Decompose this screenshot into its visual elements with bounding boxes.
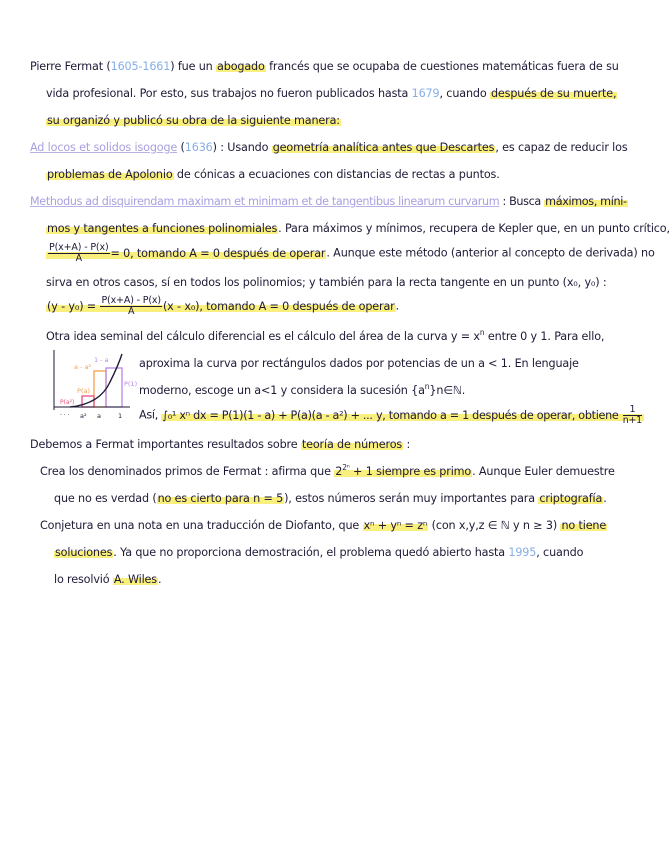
- p1-line2: [46, 86, 617, 102]
- text: Pierre Fermat (: [30, 60, 111, 73]
- exponent: n: [479, 328, 485, 337]
- highlight-primo: + 1 siempre es primo: [349, 465, 472, 478]
- p5-line6: [54, 572, 161, 588]
- label-p1: P(1): [124, 380, 138, 388]
- text: sirva en otros casos, sí en todos los polinomios; y también para la recta tangente en un punto (x₀, y₀) :: [46, 276, 607, 289]
- work-title-isogoge: Ad locos et solidos isogoge: [30, 141, 178, 154]
- text: Crea los denominados primos de Fermat : afirma que: [40, 465, 335, 478]
- text: . Para máximos y mínimos, recupera de Kepler que, en un punto crítico,: [278, 222, 670, 235]
- text: que no es verdad (: [54, 492, 157, 505]
- years-1605-1661: 1605-1661: [110, 60, 171, 73]
- highlight-tomando: = 0, tomando A = 0 después de operar: [110, 246, 326, 260]
- text: , cuando: [536, 546, 584, 559]
- tick-a: a: [97, 412, 101, 420]
- fraction: $\frac{P(x+A) - P(x)}{A}$: [101, 295, 161, 317]
- p3-line3: [46, 243, 655, 264]
- highlight-maximos: máximos, míni-: [545, 195, 627, 208]
- highlight-no-tiene: no tiene: [561, 519, 607, 532]
- text: francés que se ocupaba de cuestiones matemáticas fuera de su: [265, 60, 619, 73]
- exponent: n: [424, 382, 430, 391]
- text: . Ya que no proporciona demostración, el problema quedó abierto hasta: [113, 546, 509, 559]
- tick-dots: · · ·: [60, 412, 70, 419]
- highlight-integral: ∫₀¹ xⁿ dx = P(1)(1 - a) + P(a)(a - a²) + ... y, tomando a = 1 después de operar, obtiene: [162, 408, 622, 422]
- text: Otra idea seminal del cálculo diferencial es el cálculo del área de la curva y = x: [46, 330, 480, 343]
- label-a-a2: a - a²: [74, 363, 92, 371]
- text: . Aunque este método (anterior al concepto de derivada) no: [326, 246, 655, 260]
- tangent-lhs: (y - y₀) =: [47, 299, 100, 313]
- p2-line2: [46, 167, 500, 183]
- label-1-a: 1 - a: [94, 356, 109, 364]
- text: ) : Usando: [212, 141, 272, 154]
- text: de cónicas a ecuaciones con distancias de rectas a puntos.: [173, 168, 500, 181]
- highlight-polinomiales: mos y tangentes a funciones polinomiales: [47, 222, 278, 235]
- work-title-methodus: Methodus ad disquirendam maximam et minimam et de tangentibus linearum curvarum: [30, 195, 500, 208]
- year-1995: 1995: [508, 546, 537, 559]
- text: (con x,y,z ∈ ℕ y n ≥ 3): [428, 519, 561, 532]
- highlight-obra: su organizó y publicó su obra de la siguiente manera:: [47, 114, 340, 127]
- highlight-abogado: abogado: [217, 60, 265, 73]
- text: entre 0 y 1. Para ello,: [484, 330, 605, 343]
- year-1636: 1636: [184, 141, 213, 154]
- p4-line4: [139, 405, 644, 426]
- text: , es capaz de reducir los: [495, 141, 628, 154]
- highlight-soluciones: soluciones: [55, 546, 113, 559]
- fermat-exponent: 2ⁿ: [342, 463, 350, 472]
- text: . Aunque Euler demuestre: [472, 465, 615, 478]
- text: (: [177, 141, 185, 154]
- year-1679: 1679: [411, 87, 440, 100]
- fraction-result: $\frac{1}{n+1}$: [622, 404, 642, 426]
- p5-line2: [40, 464, 615, 480]
- highlight-geometria: geometría analítica antes que Descartes: [272, 141, 495, 154]
- highlight-teoria-numeros: teoría de números: [301, 438, 403, 451]
- text: }n∈ℕ.: [429, 384, 466, 397]
- text: .: [395, 299, 400, 313]
- highlight-wiles: A. Wiles: [113, 573, 157, 586]
- text: Conjetura en una nota en una traducción de Diofanto, que: [40, 519, 363, 532]
- p5-line5: [54, 545, 583, 561]
- p3-line5: [46, 296, 399, 317]
- text: ) fue un: [170, 60, 217, 73]
- p4-line3: [139, 383, 465, 399]
- highlight-despues: después de su muerte,: [490, 87, 617, 100]
- text: lo resolvió: [54, 573, 113, 586]
- fermat-base: 2: [335, 465, 343, 478]
- text: aproxima la curva por rectángulos dados por potencias de un a < 1. En lenguaje: [139, 357, 579, 370]
- p4-line2: [139, 356, 579, 372]
- p3-line4: [46, 275, 607, 291]
- p2-line1: [30, 140, 628, 156]
- highlight-no-cierto: no es cierto para n = 5: [157, 492, 284, 505]
- text: moderno, escoge un a<1 y considera la sucesión {a: [139, 384, 425, 397]
- text: , cuando: [439, 87, 490, 100]
- tick-a2: a²: [80, 412, 87, 420]
- tick-1: 1: [118, 412, 123, 420]
- p3-line2: [46, 221, 670, 237]
- text: vida profesional. Por esto, sus trabajos no fueron publicados hasta: [46, 87, 412, 100]
- highlight-fermat-equation: xⁿ + yⁿ = zⁿ: [363, 519, 428, 532]
- text: Debemos a Fermat importantes resultados sobre: [30, 438, 301, 451]
- text: ), estos números serán muy importantes para: [284, 492, 539, 505]
- rect-pa: [94, 371, 106, 407]
- fraction: $\frac{P(x+A) - P(x)}{A}$: [49, 242, 109, 264]
- highlight-criptografia: criptografía: [539, 492, 603, 505]
- p5-line1: [30, 437, 410, 453]
- p5-line3: [54, 491, 607, 507]
- text: .: [157, 573, 162, 586]
- label-pa2: P(a²): [60, 399, 75, 406]
- p5-line4: [40, 518, 607, 534]
- p1-line1: [30, 59, 619, 75]
- p3-line1: [30, 194, 628, 210]
- label-pa: P(a): [77, 387, 90, 395]
- p1-line3: [46, 113, 341, 129]
- highlight-apolonio: problemas de Apolonio: [47, 168, 173, 181]
- text: .: [603, 492, 607, 505]
- text: : Busca: [499, 195, 545, 208]
- tangent-rhs: (x - x₀), tomando A = 0 después de operar: [162, 299, 395, 313]
- text: :: [403, 438, 411, 451]
- p4-line1: [46, 329, 604, 345]
- riemann-graph: [40, 348, 138, 432]
- text: Así,: [139, 408, 162, 422]
